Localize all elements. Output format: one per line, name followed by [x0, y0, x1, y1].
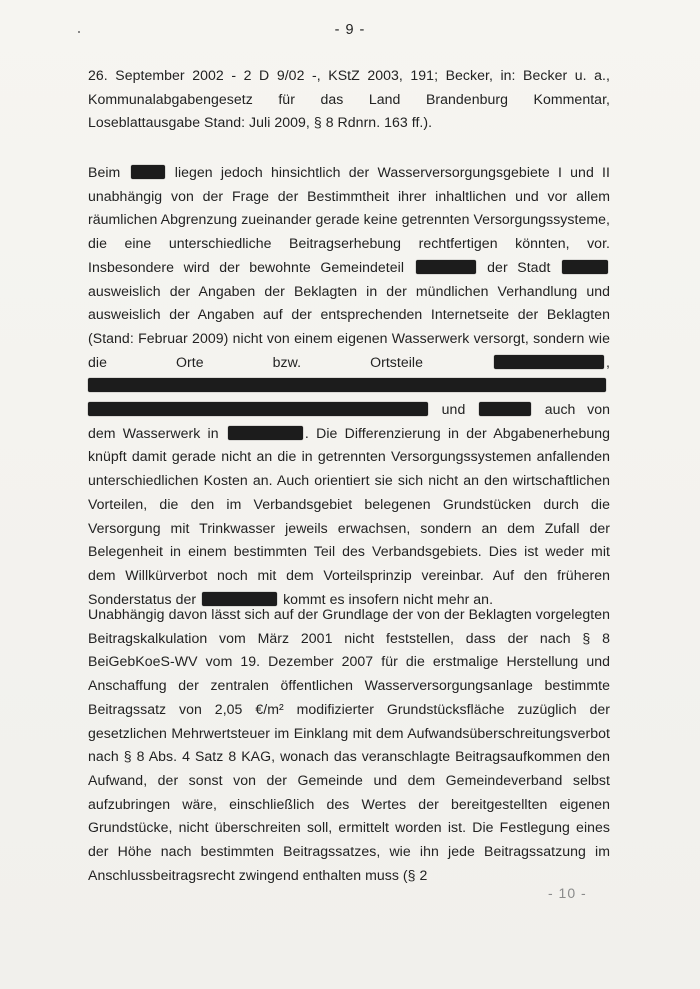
page-number: - 9 -	[334, 22, 366, 38]
redaction-bar	[416, 260, 476, 274]
redaction-bar	[131, 165, 165, 179]
redaction-bar	[562, 260, 608, 274]
text-segment: auch von dem Wasserwerk in	[88, 401, 610, 441]
redaction-bar	[494, 355, 604, 369]
text-segment: und	[441, 401, 466, 418]
next-page-marker: - 10 -	[548, 885, 587, 901]
redaction-bar	[228, 426, 303, 440]
text-segment: liegen jedoch hinsichtlich der Wasserversorgungsgebiete I und II unabhängig von der Frage der Bestimmtheit ihrer inhaltlichen und vor allem räumlichen Abgrenzung zueinander gerade keine getrennten Versorgungssysteme, die eine unterschiedliche Beitragserhebung rechtfertigen könnten, vor. Insbesondere wird der bewohnte Gemeindeteil	[88, 164, 610, 275]
text-segment: ,	[606, 353, 611, 370]
paragraph-citation: 26. September 2002 - 2 D 9/02 -, KStZ 2003, 191; Becker, in: Becker u. a., Kommunalabgabengesetz für das Land Brandenburg Kommentar, Loseblattausgabe Stand: Juli 2009, § 8 Rdnrn. 163 ff.).	[88, 67, 610, 131]
redaction-bar	[88, 378, 606, 392]
text-segment: kommt es insofern nicht mehr an.	[283, 590, 494, 607]
text-segment: ausweislich der Angaben der Beklagten in der mündlichen Verhandlung und ausweislich der Angaben auf der entsprechenden Internetseite der Beklagten (Stand: Februar 2009) nicht von einem eigenen Wasserwerk versorgt, sondern wie die Orte bzw. Ortsteile	[88, 282, 610, 370]
redaction-bar	[479, 402, 531, 416]
redaction-bar	[88, 402, 428, 416]
text-segment: . Die Differenzierung in der Abgabenerhebung knüpft damit gerade nicht an die in getrennten Versorgungssystemen anfallenden unterschiedlichen Kosten an. Auch orientiert sie sich nicht an den wirtschaftlichen Vorteilen, die den im Verbandsgebiet belegenen Grundstücken durch die Versorgung mit Trinkwasser jeweils erwachsen, sondern an dem Zufall der Belegenheit in einem bestimmten Teil des Verbandsgebiets. Dies ist weder mit dem Willkürverbot noch mit dem Vorteilsprinzip vereinbar. Auf den früheren Sonderstatus der	[88, 424, 610, 607]
text-segment: Beim	[88, 164, 121, 180]
paragraph-contribution-rate: Unabhängig davon lässt sich auf der Grundlage der von der Beklagten vorgelegten Beitragskalkulation vom März 2001 nicht feststellen, dass der nach § 8 BeiGebKoeS-WV vom 19. Dezember 2007 für die erstmalige Herstellung und Anschaffung der zentralen öffentlichen Wasserversorgungsanlage bestimmte Beitragssatz von 2,05 €/m² modifizierter Grundstücksfläche zuzüglich der gesetzlichen Mehrwertsteuer im Einklang mit dem Aufwandsüberschreitungsverbot nach § 8 Abs. 4 Satz 8 KAG, wonach das veranschlagte Beitragsaufkommen den Aufwand, der sonst von der Gemeinde und dem Gemeindeverband selbst aufzubringen wäre, einschließlich des Wertes der bereitgestellten eigenen Grundstücke, nicht überschreiten soll, ermittelt worden ist. Die Festlegung eines der Höhe nach bestimmten Beitragssatzes, wie ihn jede Beitragssatzung im Anschlussbeitragsrecht zwingend enthalten muss (§ 2	[88, 606, 610, 883]
text-segment: der Stadt	[487, 258, 551, 275]
paragraph-water-supply	[88, 161, 610, 611]
